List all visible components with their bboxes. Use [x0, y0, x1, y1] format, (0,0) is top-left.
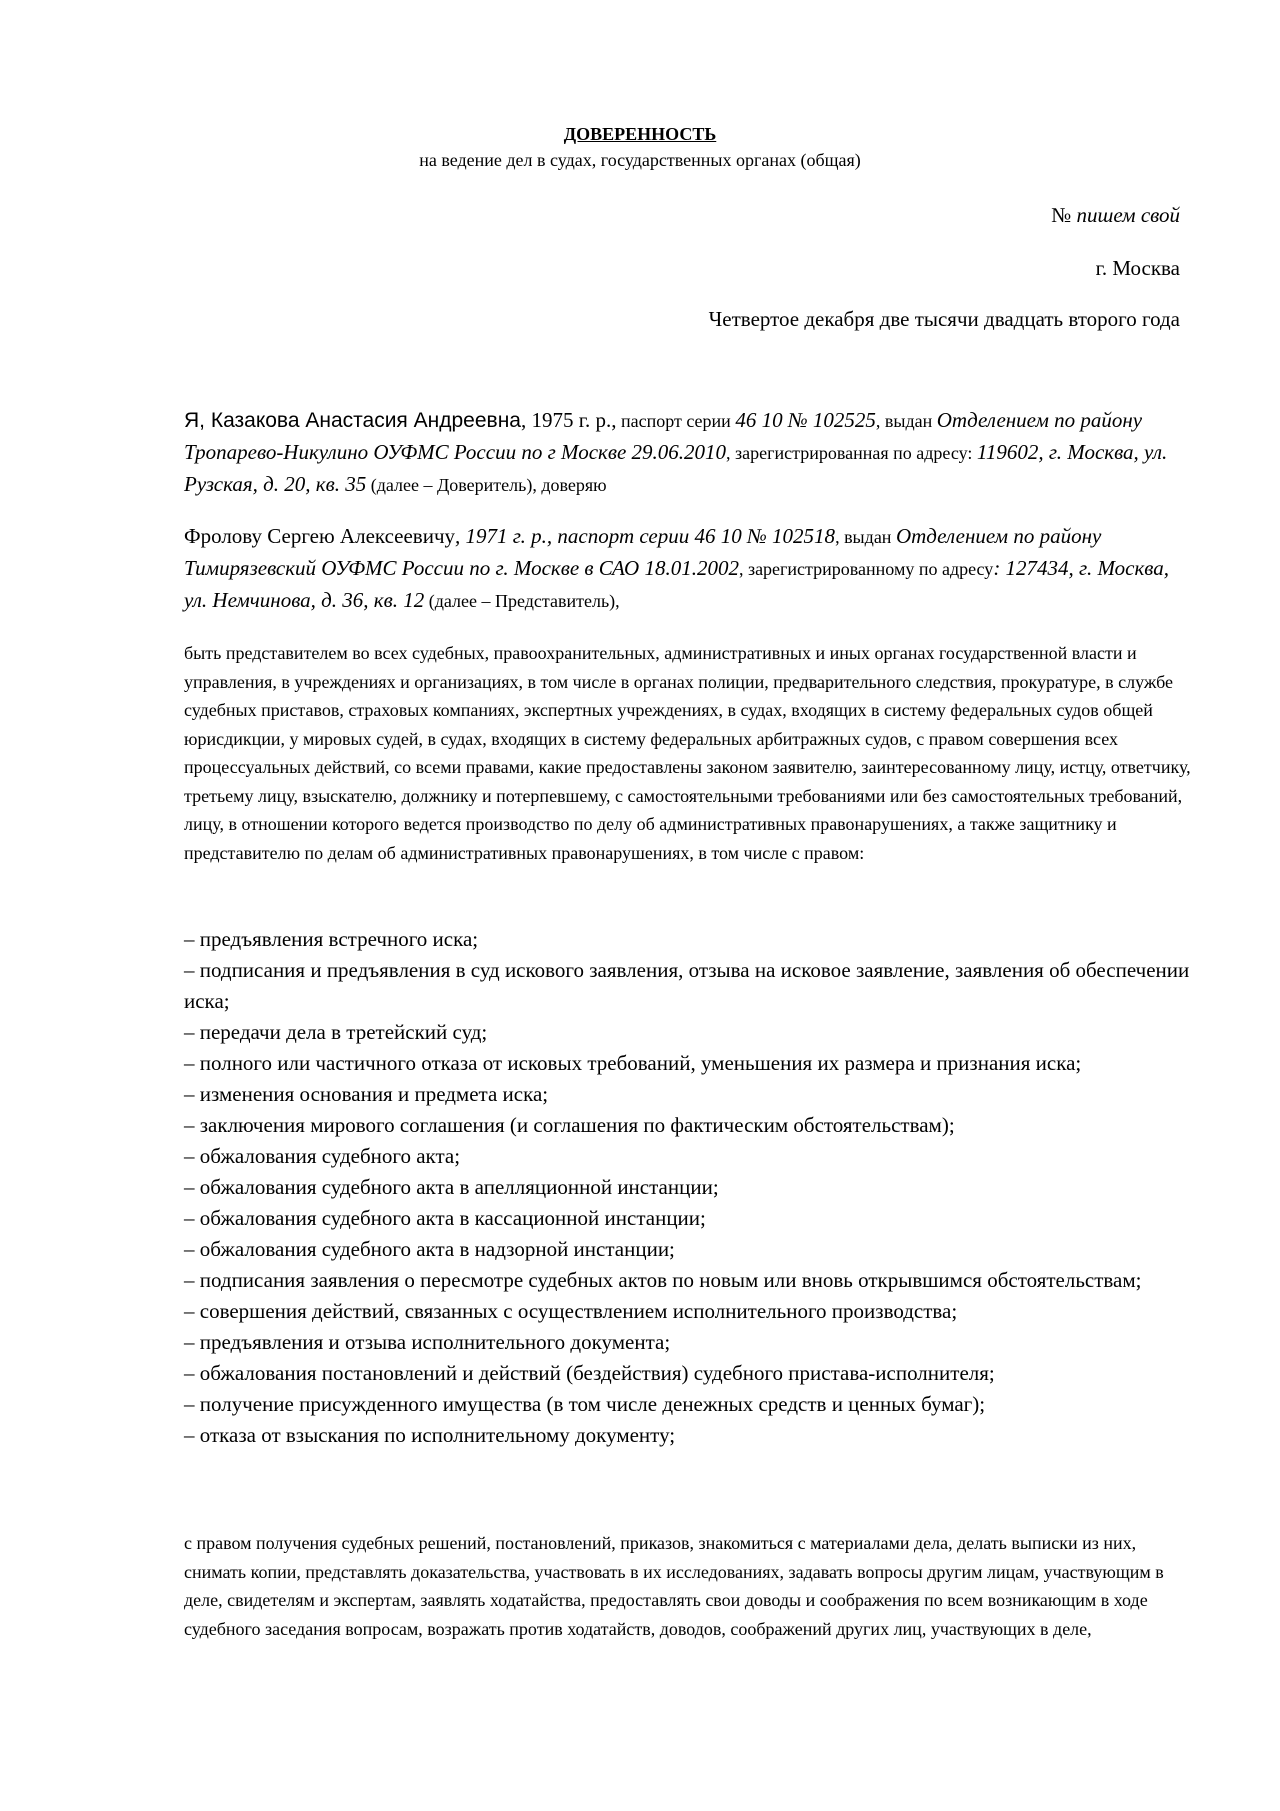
principal-suffix: (далее – Доверитель), доверяю — [366, 475, 607, 495]
representative-address-label: , зарегистрированному по адресу — [738, 559, 994, 579]
list-item: – подписания заявления о пересмотре судебных актов по новым или вновь открывшимся обстоятельствам; — [184, 1268, 1142, 1292]
list-item: – отказа от взыскания по исполнительному документу; — [184, 1423, 676, 1447]
document-title: ДОВЕРЕННОСТЬ — [563, 124, 717, 144]
powers-intro: быть представителем во всех судебных, правоохранительных, административных и иных органах государственной власти и управления, в учреждениях и организациях, в том числе в органах полиции, предварительного следствия, прокуратуре, в службе судебных приставов, страховых компаниях, экспертных учреждениях, в судах, входящих в систему федеральных судов общей юрисдикции, у мировых судей, в судах, входящих в систему федеральных арбитражных судов, с правом совершения всех процессуальных действий, со всеми правами, какие предоставлены законом заявителю, заинтересованному лицу, истцу, ответчику, третьему лицу, взыскателю, должнику и потерпевшему, с самостоятельными требованиями или без самостоятельных требований, лицу, в отношении которого ведется производство по делу об административных правонарушениях, а также защитнику и представителю по делам об административных правонарушениях, в том числе с правом: — [184, 643, 1191, 863]
list-item: – подписания и предъявления в суд искового заявления, отзыва на исковое заявление, заявления об обеспечении иска; — [184, 958, 1190, 1013]
number-value: пишем свой — [1076, 203, 1180, 227]
powers-list — [184, 924, 1194, 1451]
list-item: – полного или частичного отказа от исковых требований, уменьшения их размера и признания иска; — [184, 1051, 1082, 1075]
representative-address-value: : 127434, г. Москва, ул. Немчинова, д. 36, кв. 12 — [184, 556, 1170, 612]
representative-name: Фролову Сергею Алексеевичу — [184, 524, 456, 548]
representative-suffix: (далее – Представитель), — [424, 591, 620, 611]
list-item: – совершения действий, связанных с осуществлением исполнительного производства; — [184, 1299, 958, 1323]
document-subtitle: на ведение дел в судах, государственных органах (общая) — [419, 150, 861, 170]
representative-details: , 1971 г. р., паспорт серии 46 10 № 102518 — [455, 524, 836, 548]
principal-issued-value: Отделением по району Тропарево-Никулино ОУФМС России по г Москве 29.06.2010 — [184, 408, 1143, 464]
list-item: – обжалования судебного акта в апелляционной инстанции; — [184, 1175, 719, 1199]
list-item: – предъявления встречного иска; — [184, 927, 479, 951]
number-prefix: № — [1051, 203, 1077, 227]
list-item: – обжалования судебного акта; — [184, 1144, 461, 1168]
principal-address-value: 119602, г. Москва, ул. Рузская, д. 20, кв. 35 — [184, 440, 1168, 496]
list-item: – обжалования судебного акта в надзорной инстанции; — [184, 1237, 675, 1261]
list-item: – обжалования постановлений и действий (бездействия) судебного пристава-исполнителя; — [184, 1361, 995, 1385]
principal-address-label: , зарегистрированная по адресу: — [726, 443, 977, 463]
list-item: – обжалования судебного акта в кассационной инстанции; — [184, 1206, 706, 1230]
list-item: – изменения основания и предмета иска; — [184, 1082, 549, 1106]
closing-paragraph: с правом получения судебных решений, постановлений, приказов, знакомиться с материалами дела, делать выписки из них, снимать копии, представлять доказательства, участвовать в их исследованиях, задавать вопросы другим лицам, участвующим в деле, свидетелям и экспертам, заявлять ходатайства, предоставлять свои доводы и соображения по всем возникающим в ходе судебного заседания вопросам, возражать против ходатайств, доводов, соображений других лиц, участвующих в деле, — [184, 1533, 1164, 1639]
principal-passport-value: 46 10 № 102525 — [735, 408, 876, 432]
list-item: – передачи дела в третейский суд; — [184, 1020, 488, 1044]
representative-issued-value: Отделением по району Тимирязевский ОУФМС России по г. Москве в САО 18.01.2002 — [184, 524, 1102, 580]
list-item: – предъявления и отзыва исполнительного документа; — [184, 1330, 671, 1354]
principal-name: Я, Казакова Анастасия Андреевна — [184, 409, 521, 432]
principal-passport-label: паспорт серии — [616, 411, 736, 431]
list-item: – получение присужденного имущества (в том числе денежных средств и ценных бумаг); — [184, 1392, 986, 1416]
principal-paragraph — [184, 405, 1194, 501]
representative-issued-label: , выдан — [835, 527, 896, 547]
principal-birth: , 1975 г. р., — [520, 408, 617, 432]
document-number — [1051, 203, 1180, 228]
representative-paragraph — [184, 521, 1194, 617]
document-city: г. Москва — [1095, 256, 1180, 280]
principal-issued-label: , выдан — [875, 411, 937, 431]
document-date: Четвертое декабря две тысячи двадцать второго года — [708, 307, 1180, 331]
list-item: – заключения мирового соглашения (и соглашения по фактическим обстоятельствам); — [184, 1113, 955, 1137]
